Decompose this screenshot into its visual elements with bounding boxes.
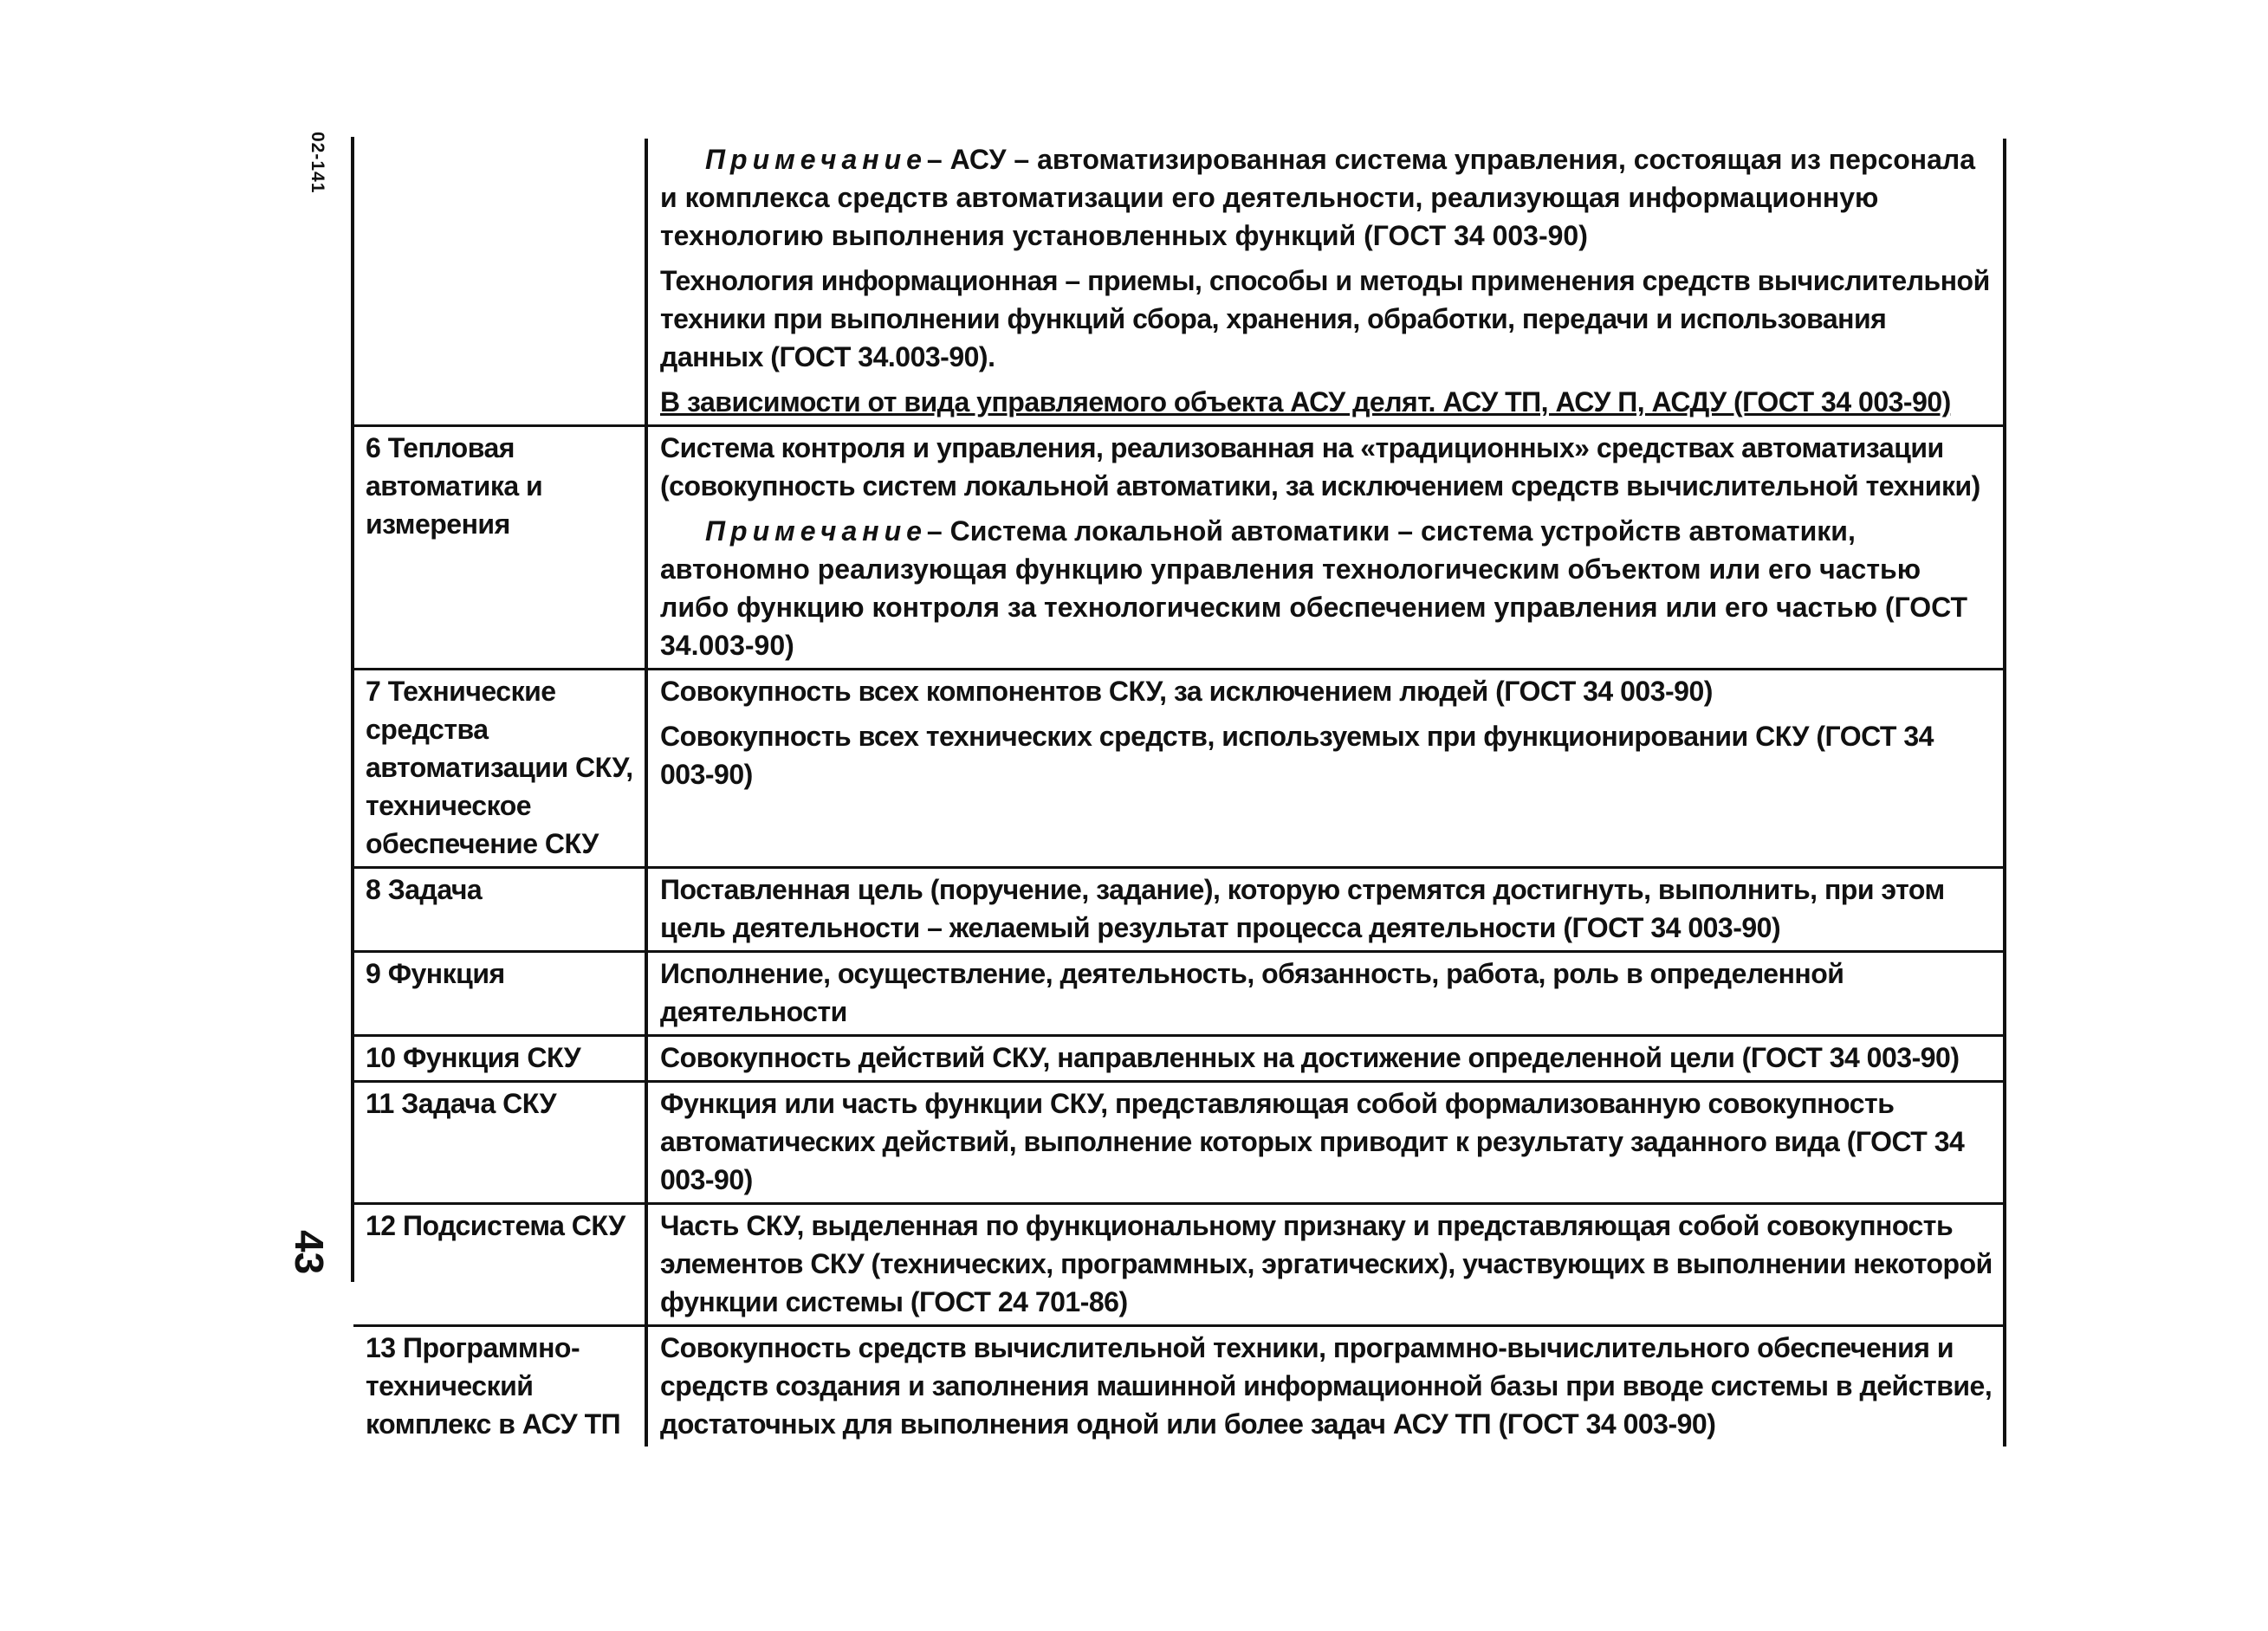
table-row — [353, 868, 2005, 952]
definition-text: Поставленная цель (поручение, задание), которую стремятся достигнуть, выполнить, при этом цель деятельности – желаемый результат процесса деятельности (ГОСТ 34 003-90) — [660, 874, 1945, 943]
terms-table — [353, 139, 2006, 1447]
term-cell: 8 Задача — [353, 868, 646, 952]
table-row — [353, 1326, 2005, 1447]
definition-text: Часть СКУ, выделенная по функциональному признаку и представляющая собой совокупность элементов СКУ (технических, программных, эргатических), участвующих в выполнении некоторой функции системы (ГОСТ 24 701-86) — [660, 1210, 1993, 1317]
table-row — [353, 1082, 2005, 1204]
definition-text: Совокупность всех компонентов СКУ, за исключением людей (ГОСТ 34 003-90) — [660, 676, 1713, 707]
definition-text: Функция или часть функции СКУ, представляющая собой формализованную совокупность автоматических действий, выполнение которых приводит к результату заданного вида (ГОСТ 34 003-90) — [660, 1088, 1965, 1195]
document-code: 02-141 — [308, 132, 327, 194]
definition-text: Совокупность всех технических средств, используемых при функционировании СКУ (ГОСТ 34 003-90) — [660, 721, 1934, 790]
term-cell: 9 Функция — [353, 952, 646, 1036]
table-row — [353, 952, 2005, 1036]
definition-text: Исполнение, осуществление, деятельность, обязанность, работа, роль в определенной деятельности — [660, 958, 1844, 1027]
definition-text: В зависимости от вида управляемого объекта АСУ делят. АСУ ТП, АСУ П, АСДУ (ГОСТ 34 003-90) — [660, 386, 1951, 417]
note-paragraph — [660, 140, 1993, 255]
definition-text: Совокупность действий СКУ, направленных на достижение определенной цели (ГОСТ 34 003-90) — [660, 1042, 1960, 1073]
table-row — [353, 670, 2005, 868]
term-cell: 10 Функция СКУ — [353, 1036, 646, 1082]
definition-cell — [646, 670, 2005, 868]
note-label: Примечание — [705, 515, 927, 547]
definition-cell — [646, 868, 2005, 952]
term-cell: 7 Технические средства автоматизации СКУ, техническое обеспечение СКУ — [353, 670, 646, 868]
table-row — [353, 426, 2005, 670]
definition-cell — [646, 1036, 2005, 1082]
definition-cell — [646, 1082, 2005, 1204]
table-row — [353, 139, 2005, 426]
term-cell: 12 Подсистема СКУ — [353, 1204, 646, 1326]
definition-cell — [646, 426, 2005, 670]
term-cell — [353, 139, 646, 426]
table-row — [353, 1036, 2005, 1082]
definition-text: Система контроля и управления, реализованная на «традиционных» средствах автоматизации (совокупность систем локальной автоматики, за исключением средств вычислительной техники) — [660, 432, 1980, 502]
page-number: 43 — [287, 1230, 332, 1275]
table-row — [353, 1204, 2005, 1326]
definition-cell — [646, 1326, 2005, 1447]
definition-text: Совокупность средств вычислительной техники, программно-вычислительного обеспечения и средств создания и заполнения машинной информационной базы при вводе системы в действие, достаточных для выполнения одной или более задач АСУ ТП (ГОСТ 34 003-90) — [660, 1332, 1993, 1440]
term-cell: 6 Тепловая автоматика и измерения — [353, 426, 646, 670]
definition-cell — [646, 952, 2005, 1036]
definition-text: – АСУ – автоматизированная система управления, состоящая из персонала и комплекса средств автоматизации его деятельности, реализующая информационную технологию выполнения установленных функций (ГОСТ 34 003-90) — [660, 144, 1975, 251]
note-paragraph — [660, 512, 1993, 664]
definition-cell — [646, 139, 2005, 426]
term-cell: 11 Задача СКУ — [353, 1082, 646, 1204]
definition-cell — [646, 1204, 2005, 1326]
definition-text: Технология информационная – приемы, способы и методы применения средств вычислительной техники при выполнении функций сбора, хранения, обработки, передачи и использования данных (ГОСТ 34.003-90). — [660, 265, 1990, 372]
definition-text: – Система локальной автоматики – система устройств автоматики, автономно реализующая функцию управления технологическим объектом или его частью либо функцию контроля за технологическим обеспечением управления или его частью (ГОСТ 34.003-90) — [660, 515, 1968, 661]
term-cell: 13 Программно-технический комплекс в АСУ ТП — [353, 1326, 646, 1447]
note-label: Примечание — [705, 144, 927, 175]
